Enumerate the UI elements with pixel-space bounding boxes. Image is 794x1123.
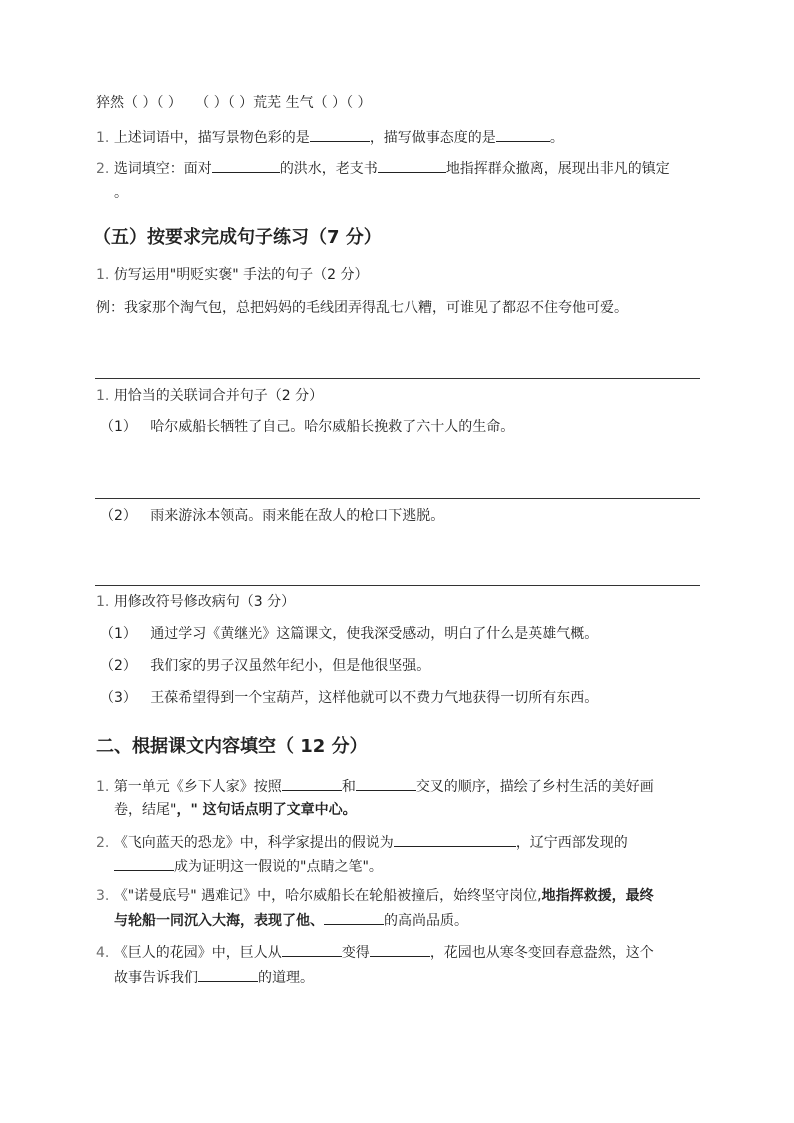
fill-blank[interactable] (370, 942, 430, 957)
sentence-task-2 (96, 386, 323, 406)
question-text: 第一单元《乡下人家》按照 (113, 779, 282, 795)
word: 猝然 (96, 95, 124, 111)
word: 生气 (285, 95, 314, 111)
fill-blank[interactable] (198, 967, 258, 982)
fill-blank[interactable] (282, 776, 342, 791)
sub-item (100, 624, 598, 644)
question-text: 成为证明这一假说的"点睛之笔"。 (174, 859, 383, 875)
word-line (96, 93, 372, 113)
question-text: 我们家的男子汉虽然年纪小，但是他很坚强。 (150, 658, 431, 674)
question-2-cont (114, 183, 128, 203)
fill-question-1 (96, 776, 654, 797)
question-text: 和 (341, 779, 356, 795)
question-text: 地指挥救援，最终 (541, 888, 654, 904)
question-text: 《飞向蓝天的恐龙》中，科学家提出的假说为 (113, 835, 394, 851)
fill-blank[interactable] (496, 127, 550, 142)
question-text: 《"诺曼底号" 遇难记》中，哈尔威船长在轮船被撞后，始终坚守岗位, (113, 888, 542, 904)
sub-label: （3） (100, 690, 137, 706)
question-number: 1. (96, 779, 110, 795)
paren-blank[interactable]: （ ） (346, 95, 372, 111)
fill-question-3 (96, 886, 654, 906)
sub-label: （2） (100, 508, 137, 524)
sub-label: （1） (100, 626, 137, 642)
question-text: 的洪水，老支书 (279, 161, 378, 177)
fill-blank[interactable] (324, 910, 384, 925)
question-text: 选词填空：面对 (113, 161, 212, 177)
question-text: 王葆希望得到一个宝葫芦，这样他就可以不费力气地获得一切所有东西。 (150, 690, 599, 706)
question-number: 4. (96, 945, 110, 961)
paren-blank[interactable]: （ ） (156, 95, 182, 111)
sub-item (100, 688, 598, 708)
question-text: 与轮船一同沉入大海，表现了他、 (114, 913, 324, 929)
question-text: 的高尚品质。 (384, 913, 468, 929)
question-number: 2. (96, 835, 110, 851)
question-number: 3. (96, 888, 110, 904)
question-text: 《巨人的花园》中，巨人从 (113, 945, 282, 961)
question-number: 1. (96, 388, 110, 404)
sub-label: （1） (100, 419, 137, 435)
question-1 (96, 127, 564, 148)
section-heading-5: （五）按要求完成句子练习（7 分） (93, 227, 382, 248)
question-number: 1. (96, 130, 110, 146)
sub-item (100, 417, 514, 437)
question-text: 卷，结尾" (114, 802, 177, 818)
sentence-task-3 (96, 592, 295, 612)
fill-question-4-cont (114, 967, 314, 988)
fill-question-4 (96, 942, 654, 963)
question-2 (96, 158, 670, 179)
question-text: 哈尔威船长牺牲了自己。哈尔威船长挽救了六十人的生命。 (150, 419, 515, 435)
question-text: 故事告诉我们 (114, 970, 198, 986)
paren-blank[interactable]: （ ） (227, 95, 254, 111)
question-text: ，" 这句话点明了文章中心。 (176, 802, 357, 818)
paren-blank[interactable]: （ ） (195, 95, 228, 111)
fill-blank[interactable] (378, 158, 446, 173)
question-text: 。 (549, 130, 564, 146)
fill-blank[interactable] (212, 158, 280, 173)
question-text: 用修改符号修改病句（3 分） (113, 594, 296, 610)
question-text: 用恰当的关联词合并句子（2 分） (113, 388, 324, 404)
section-heading-2: 二、根据课文内容填空（ 12 分） (96, 736, 368, 757)
fill-question-3-cont (114, 910, 468, 931)
answer-line[interactable] (95, 378, 700, 379)
question-text: 雨来游泳本领高。雨来能在敌人的枪口下逃脱。 (150, 508, 445, 524)
answer-line[interactable] (95, 498, 700, 499)
sentence-task-1 (96, 265, 369, 285)
fill-blank[interactable] (394, 832, 516, 847)
sub-item (100, 506, 444, 526)
fill-question-1-cont (114, 800, 357, 820)
question-text: 地指挥群众撤离，展现出非凡的镇定 (445, 161, 670, 177)
answer-line[interactable] (95, 585, 700, 586)
question-number: 2. (96, 161, 110, 177)
question-text: ，辽宁西部发现的 (515, 835, 628, 851)
question-text: ，花园也从寒冬变回春意盎然，这个 (429, 945, 654, 961)
fill-blank[interactable] (282, 942, 342, 957)
question-text: 的道理。 (258, 970, 314, 986)
fill-question-2-cont (114, 856, 383, 877)
paren-blank[interactable]: （ ） (313, 95, 347, 111)
question-text: 。 (114, 185, 128, 201)
sub-item (100, 656, 430, 676)
question-text: 仿写运用"明贬实褒" 手法的句子（2 分） (113, 267, 369, 283)
question-text: 变得 (341, 945, 370, 961)
fill-blank[interactable] (114, 856, 174, 871)
question-text: 通过学习《黄继光》这篇课文，使我深受感动，明白了什么是英雄气概。 (150, 626, 599, 642)
question-text: 交叉的顺序，描绘了乡村生活的美好画 (415, 779, 654, 795)
example-sentence: 例：我家那个淘气包，总把妈妈的毛线团弄得乱七八糟，可谁见了都忍不住夸他可爱。 (96, 300, 628, 316)
question-text: 上述词语中，描写景物色彩的是 (113, 130, 310, 146)
question-text: ，描写做事态度的是 (369, 130, 496, 146)
question-number: 1. (96, 594, 110, 610)
fill-blank[interactable] (356, 776, 416, 791)
paren-blank[interactable]: （ ） (124, 95, 157, 111)
fill-question-2 (96, 832, 628, 853)
word: 荒芜 (253, 95, 282, 111)
question-number: 1. (96, 267, 110, 283)
sub-label: （2） (100, 658, 137, 674)
fill-blank[interactable] (310, 127, 370, 142)
